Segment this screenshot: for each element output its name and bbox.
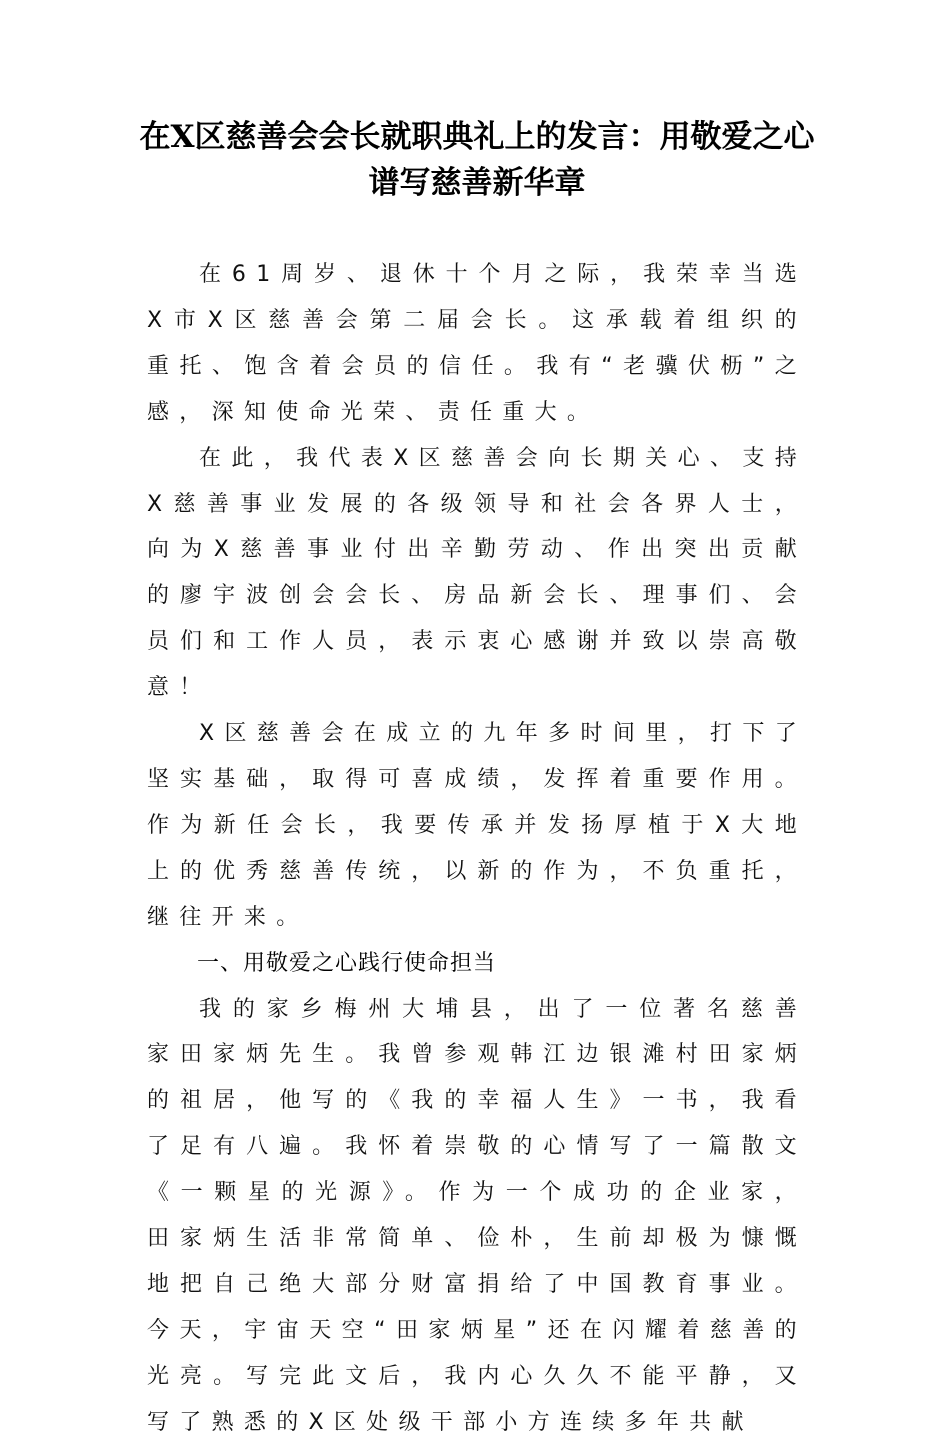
document-title: 在X区慈善会会长就职典礼上的发言：用敬爱之心谱写慈善新华章: [139, 119, 815, 201]
paragraph-2: 在此，我代表X区慈善会向长期关心、支持X慈善事业发展的各级领导和社会各界人士，向为X慈善事业付出辛勤劳动、作出突出贡献的廖宇波创会会长、房品新会长、理事们、会员们和工作人员，表示衷心感谢并致以崇高敬意！: [147, 445, 807, 701]
paragraph-3: X区慈善会在成立的九年多时间里，打下了坚实基础，取得可喜成绩，发挥着重要作用。作为新任会长，我要传承并发扬厚植于X大地上的优秀慈善传统，以新的作为，不负重托，继往开来。: [147, 721, 807, 930]
paragraph-1: 在61周岁、退休十个月之际，我荣幸当选X市X区慈善会第二届会长。这承载着组织的重托、饱含着会员的信任。我有“老骥伏枥”之感，深知使命光荣、责任重大。: [147, 262, 807, 425]
section-paragraph-1: 我的家乡梅州大埔县，出了一位著名慈善家田家炳先生。我曾参观韩江边银滩村田家炳的祖居，他写的《我的幸福人生》一书，我看了足有八遍。我怀着崇敬的心情写了一篇散文《一颗星的光源》。作为一个成功的企业家，田家炳生活非常简单、俭朴，生前却极为慷慨地把自己绝大部分财富捐给了中国教育事业。今天，宇宙天空“田家炳星”还在闪耀着慈善的光亮。写完此文后，我内心久久不能平静，又写了熟悉的X区处级干部小方连续多年共献: [147, 996, 807, 1435]
section-heading-1: 一、用敬爱之心践行使命担当: [197, 950, 497, 976]
document-body: [147, 252, 807, 1446]
